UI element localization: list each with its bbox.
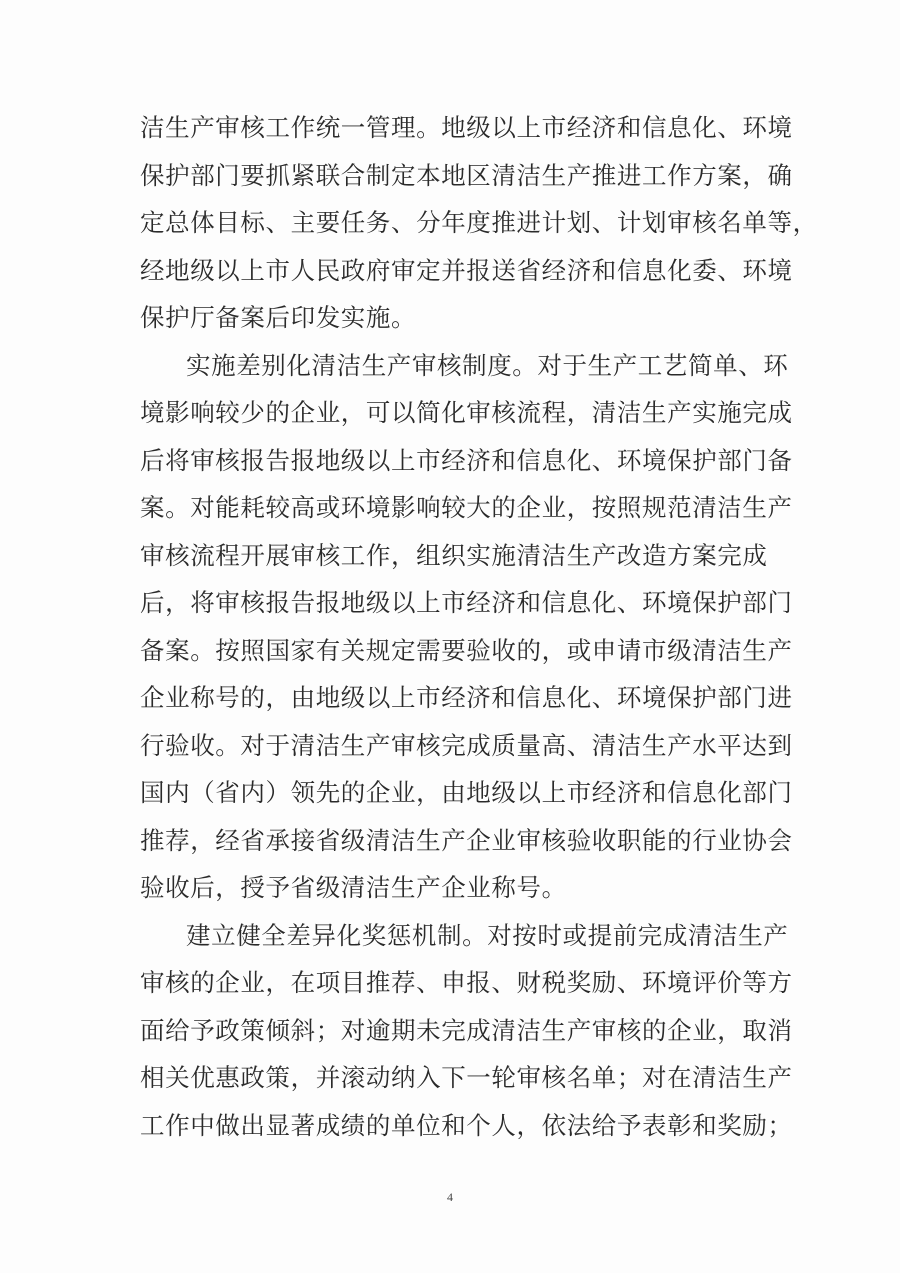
paragraph-2 xyxy=(140,342,793,912)
paragraph-1 xyxy=(140,104,818,342)
text-line: 审核流程开展审核工作，组织实施清洁生产改造方案完成 xyxy=(140,540,768,570)
text-line: 企业称号的，由地级以上市经济和信息化、环境保护部门进 xyxy=(140,683,793,712)
text-line: 洁生产审核工作统一管理。地级以上市经济和信息化、环境 xyxy=(140,113,793,142)
text-line: 备案。按照国家有关规定需要验收的，或申请市级清洁生产 xyxy=(140,635,793,665)
text-line: 面给予政策倾斜；对逾期未完成清洁生产审核的企业，取消 xyxy=(140,1015,793,1045)
text-line: 建立健全差异化奖惩机制。对按时或提前完成清洁生产 xyxy=(186,920,789,950)
text-line: 定总体目标、主要任务、分年度推进计划、计划审核名单等， xyxy=(140,208,818,237)
text-line: 实施差别化清洁生产审核制度。对于生产工艺简单、环 xyxy=(186,350,789,380)
text-line: 国内（省内）领先的企业，由地级以上市经济和信息化部门 xyxy=(140,778,793,807)
text-line: 经地级以上市人民政府审定并报送省经济和信息化委、环境 xyxy=(140,255,793,285)
text-line: 推荐，经省承接省级清洁生产企业审核验收职能的行业协会 xyxy=(140,825,793,855)
text-line: 境影响较少的企业，可以简化审核流程，清洁生产实施完成 xyxy=(140,398,793,427)
text-line: 审核的企业，在项目推荐、申报、财税奖励、环境评价等方 xyxy=(140,968,793,997)
paragraph-3 xyxy=(140,912,793,1150)
text-line: 行验收。对于清洁生产审核完成质量高、清洁生产水平达到 xyxy=(140,730,793,760)
text-line: 保护厅备案后印发实施。 xyxy=(140,303,417,332)
page-number: 4 xyxy=(447,1190,453,1204)
text-line: 验收后，授予省级清洁生产企业称号。 xyxy=(140,873,567,902)
text-line: 相关优惠政策，并滚动纳入下一轮审核名单；对在清洁生产 xyxy=(140,1063,793,1092)
text-line: 保护部门要抓紧联合制定本地区清洁生产推进工作方案，确 xyxy=(140,160,793,190)
text-line: 后，将审核报告报地级以上市经济和信息化、环境保护部门 xyxy=(140,588,793,617)
body-text xyxy=(140,104,818,1149)
text-line: 案。对能耗较高或环境影响较大的企业，按照规范清洁生产 xyxy=(140,493,793,522)
text-line: 后将审核报告报地级以上市经济和信息化、环境保护部门备 xyxy=(140,445,793,475)
text-line: 工作中做出显著成绩的单位和个人，依法给予表彰和奖励； xyxy=(140,1110,793,1140)
